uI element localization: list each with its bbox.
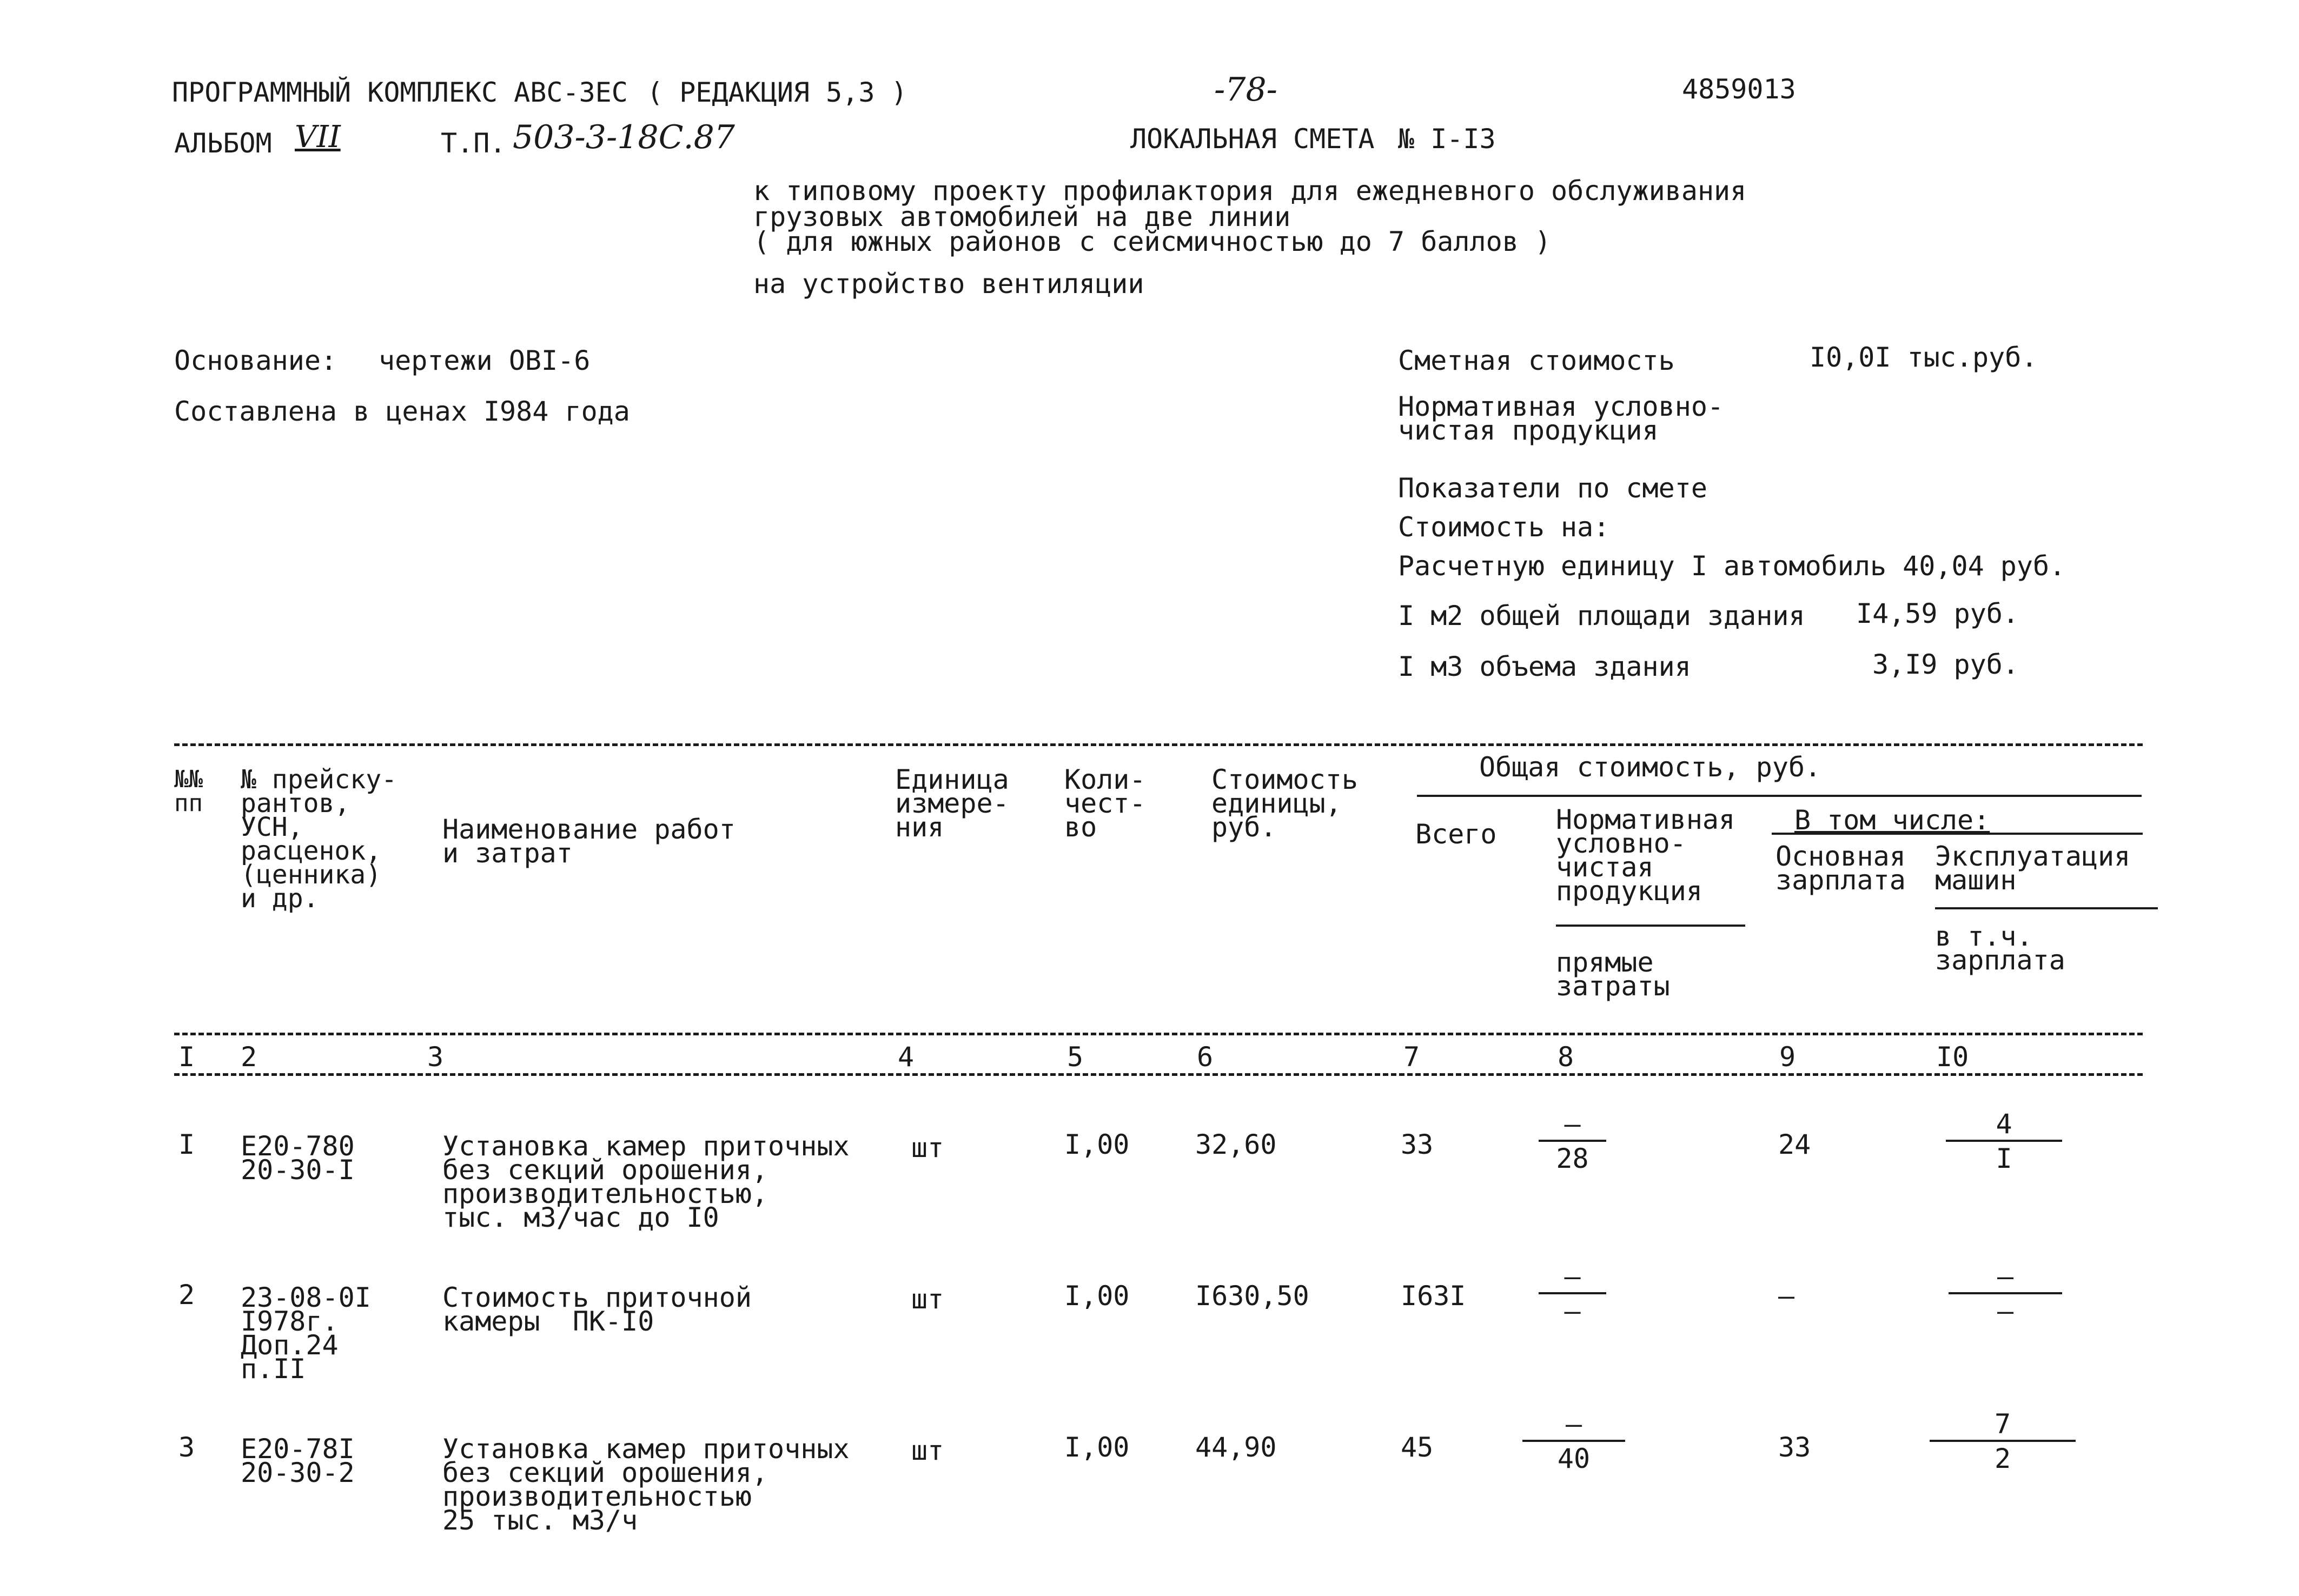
row-3-unit: шт: [911, 1435, 944, 1466]
col-header-total-group: Общая стоимость, руб.: [1479, 752, 1821, 783]
row-1-total: 33: [1401, 1129, 1434, 1160]
row-2-normative: [1539, 1261, 1606, 1328]
col-number-5: 5: [1067, 1041, 1084, 1073]
col-header-number: №№ пп: [174, 766, 203, 817]
col-header-direct-costs: прямые затраты: [1556, 947, 1670, 1002]
row-2-number: 2: [178, 1279, 195, 1311]
row-1-direct-costs: 28: [1556, 1143, 1589, 1174]
col-number-1: I: [178, 1041, 195, 1073]
row-1-number: I: [178, 1129, 195, 1160]
cost-on-label: Стоимость на:: [1398, 511, 1610, 543]
row-1-machines-salary: I: [1996, 1143, 2012, 1174]
row-3-normative: [1522, 1408, 1625, 1475]
col-header-normative: Нормативная условно- чистая продукция: [1556, 804, 1735, 907]
estimate-number: № I-I3: [1398, 123, 1496, 155]
subject-line-1: к типовому проекту профилактория для ежедневного обслуживания: [753, 175, 1747, 207]
row-1-quantity: I,00: [1064, 1129, 1130, 1160]
col-header-including: В том числе:: [1794, 804, 1990, 836]
row-3-machines-top: 7: [1994, 1408, 2011, 1440]
subject-line-4: на устройство вентиляции: [753, 268, 1144, 300]
row-3-name: Установка камер приточных без секций орошения, производительностью 25 тыс. м3/ч: [442, 1433, 850, 1536]
normative-product-label: Нормативная условно- чистая продукция: [1398, 391, 1724, 446]
album-number: VII: [295, 119, 341, 155]
total-group-rule: [1417, 795, 2142, 797]
col-header-machines: Эксплуатация машин: [1935, 841, 2131, 896]
indicators-label: Показатели по смете: [1398, 473, 1707, 504]
col-header-machines-salary: в т.ч. зарплата: [1935, 921, 2065, 976]
document-code: 4859013: [1682, 74, 1796, 105]
col-number-3: 3: [427, 1041, 444, 1073]
row-2-name: Стоимость приточной камеры ПК-I0: [442, 1282, 752, 1337]
col-number-9: 9: [1779, 1041, 1796, 1073]
program-edition: ( РЕДАКЦИЯ 5,3 ): [647, 77, 907, 108]
estimate-title: ЛОКАЛЬНАЯ СМЕТА: [1130, 123, 1375, 155]
row-1-name: Установка камер приточных без секций орошения, производительностью, тыс. м3/час до I0: [442, 1130, 850, 1233]
col-header-unit-cost: Стоимость единицы, руб.: [1211, 764, 1358, 843]
row-2-machines: [1949, 1261, 2062, 1328]
row-2-normative-top: –: [1564, 1261, 1581, 1292]
estimated-cost-value: I0,0I тыс.руб.: [1810, 342, 2038, 373]
per-m3-label: I м3 объема здания: [1398, 651, 1691, 682]
row-1-machines: [1946, 1108, 2062, 1175]
row-3-code: Е20-78I 20-30-2: [241, 1433, 355, 1488]
row-1-salary: 24: [1778, 1129, 1811, 1160]
col-header-quantity: Коли- чест- во: [1064, 764, 1146, 843]
row-1-normative-top: –: [1564, 1108, 1581, 1140]
col-number-10: I0: [1936, 1041, 1969, 1073]
col-header-pricelist: № прейску- рантов, УСН, расценок, (ценника) и др.: [241, 764, 397, 914]
per-m2-value: I4,59 руб.: [1856, 598, 2019, 629]
machines-split-rule: [1935, 907, 2158, 909]
row-1-unit: шт: [911, 1132, 944, 1163]
price-base-note: Составлена в ценах I984 года: [174, 396, 630, 427]
program-name: ПРОГРАММНЫЙ КОМПЛЕКС АВС-ЗЕС: [172, 77, 628, 108]
row-2-machines-salary: –: [1997, 1295, 2014, 1327]
album-label: АЛЬБОМ: [174, 128, 272, 159]
estimated-cost-label: Сметная стоимость: [1398, 345, 1675, 376]
row-3-machines: [1930, 1408, 2076, 1475]
including-rule: [1772, 833, 2143, 835]
row-3-total: 45: [1401, 1432, 1434, 1463]
basis-value: чертежи ОВI-6: [379, 345, 591, 376]
column-numbers-rule: [174, 1073, 2143, 1076]
row-2-total: I63I: [1401, 1280, 1466, 1312]
col-number-8: 8: [1558, 1041, 1574, 1073]
basis-label: Основание:: [174, 345, 337, 376]
col-header-unit: Единица измере- ния: [895, 764, 1009, 843]
row-2-machines-top: –: [1997, 1261, 2014, 1292]
row-2-salary: –: [1778, 1280, 1795, 1312]
row-3-normative-top: –: [1565, 1408, 1582, 1440]
col-number-4: 4: [898, 1041, 915, 1073]
row-3-quantity: I,00: [1064, 1432, 1130, 1463]
col-header-total: Всего: [1415, 819, 1497, 850]
col-header-work-name: Наименование работ и затрат: [442, 814, 736, 869]
row-3-machines-salary: 2: [1994, 1443, 2011, 1474]
subject-line-2: грузовых автомобилей на две линии: [753, 201, 1291, 232]
tp-label: Т.П.: [441, 128, 506, 159]
page-number: -78-: [1214, 71, 1277, 109]
row-1-normative: [1539, 1108, 1606, 1175]
row-3-number: 3: [178, 1432, 195, 1463]
col-header-salary: Основная зарплата: [1775, 841, 1906, 896]
subject-line-3: ( для южных районов с сейсмичностью до 7 баллов ): [753, 226, 1552, 257]
row-2-quantity: I,00: [1064, 1280, 1130, 1312]
row-2-unit: шт: [911, 1284, 944, 1315]
normative-split-rule: [1556, 925, 1745, 927]
row-1-unit-cost: 32,60: [1195, 1129, 1277, 1160]
col-number-2: 2: [241, 1041, 257, 1073]
row-3-direct-costs: 40: [1557, 1443, 1591, 1474]
row-3-salary: 33: [1778, 1432, 1811, 1463]
row-2-code: 23-08-0I I978г. Доп.24 п.II: [241, 1282, 371, 1385]
col-number-6: 6: [1197, 1041, 1214, 1073]
per-m2-label: I м2 общей площади здания: [1398, 600, 1805, 631]
table-top-rule: [174, 743, 2143, 746]
row-2-direct-costs: –: [1564, 1295, 1581, 1327]
tp-number: 503-3-18С.87: [513, 118, 735, 156]
per-unit-cost: Расчетную единицу I автомобиль 40,04 руб.: [1398, 550, 2066, 582]
per-m3-value: 3,I9 руб.: [1872, 649, 2019, 680]
row-3-unit-cost: 44,90: [1195, 1432, 1277, 1463]
col-number-7: 7: [1403, 1041, 1420, 1073]
header-bottom-rule: [174, 1033, 2143, 1035]
row-1-code: Е20-780 20-30-I: [241, 1130, 355, 1186]
row-1-machines-top: 4: [1996, 1108, 2012, 1140]
row-2-unit-cost: I630,50: [1195, 1280, 1309, 1312]
